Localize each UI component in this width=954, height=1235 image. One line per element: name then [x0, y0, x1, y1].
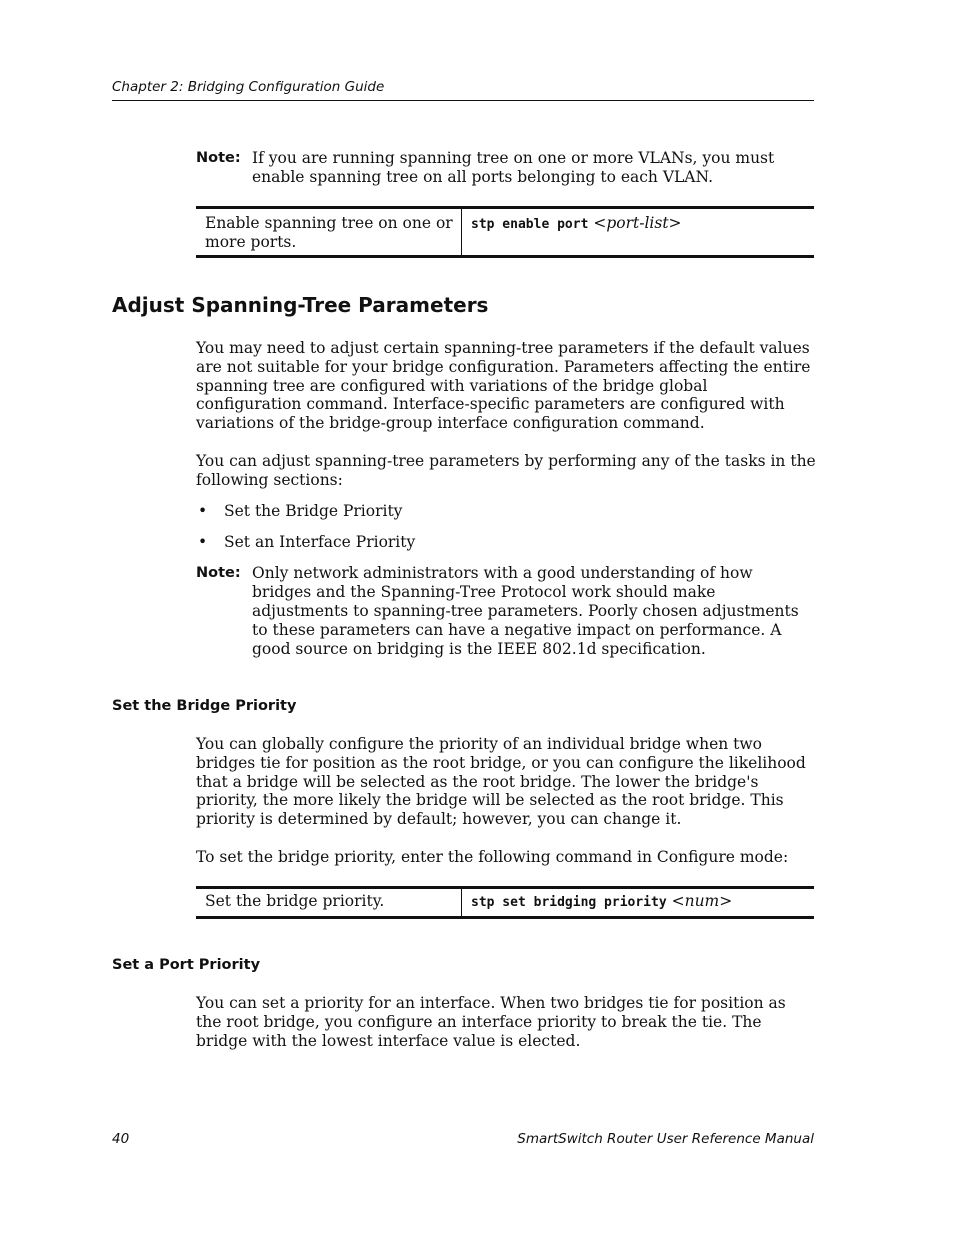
- list-item: [196, 502, 402, 521]
- command-keyword: stp set bridging priority: [471, 895, 667, 910]
- section-paragraph-1: You may need to adjust certain spanning-tree parameters if the default values are not suitable for your bridge configuration. Parameters affecting the entire spanning tree are configured with variations of the bridge global configuration command. Interface-specific parameters are configured with variations of the bridge-group interface configuration command.: [196, 339, 811, 433]
- note-text: If you are running spanning tree on one or more VLANs, you must enable spanning tree on all ports belonging to each VLAN.: [252, 149, 775, 186]
- bridge-priority-paragraph-1: You can globally configure the priority of an individual bridge when two bridges tie for position as the root bridge, or you can configure the likelihood that a bridge will be selected as the root bridge. The lower the bridge's priority, the more likely the bridge will be selected as the root bridge. This priority is determined by default; however, you can change it.: [196, 735, 806, 829]
- note-administrators: [196, 564, 816, 659]
- bullet-icon: •: [198, 533, 208, 551]
- command-table-bridging-priority: [196, 886, 814, 919]
- command-argument: <num>: [671, 892, 733, 910]
- subsection-title-port-priority: Set a Port Priority: [112, 957, 261, 973]
- port-priority-paragraph-1: You can set a priority for an interface. When two bridges tie for position as the root bridge, you configure an interface priority to break the tie. The bridge with the lowest interface value is elected.: [196, 994, 786, 1050]
- note-label: Note:: [196, 565, 241, 581]
- list-item-text: Set the Bridge Priority: [224, 502, 403, 520]
- running-header: Chapter 2: Bridging Configuration Guide: [112, 79, 814, 101]
- footer-manual-title: SmartSwitch Router User Reference Manual: [517, 1131, 814, 1147]
- command-table-stp-enable: [196, 206, 814, 258]
- command-syntax: [462, 209, 814, 255]
- section-title: Adjust Spanning-Tree Parameters: [112, 293, 489, 317]
- note-text: Only network administrators with a good understanding of how bridges and the Spanning-Tree Protocol work should make adjustments to spanning-tree parameters. Poorly chosen adjustments to these parameters can have a negative impact on performance. A good source on bridging is the IEEE 802.1d specification.: [252, 564, 799, 658]
- bullet-icon: •: [198, 502, 208, 520]
- subsection-title-bridge-priority: Set the Bridge Priority: [112, 698, 297, 714]
- command-argument: <port-list>: [593, 214, 682, 232]
- list-item: [196, 533, 415, 552]
- bridge-priority-paragraph-2: To set the bridge priority, enter the following command in Configure mode:: [196, 848, 789, 866]
- command-keyword: stp enable port: [471, 217, 589, 232]
- command-description: Enable spanning tree on one or more ports.: [196, 209, 462, 255]
- note-vlan: [196, 149, 816, 187]
- note-label: Note:: [196, 150, 241, 166]
- section-paragraph-2: You can adjust spanning-tree parameters by performing any of the tasks in the following sections:: [196, 452, 816, 489]
- command-syntax: [462, 889, 814, 916]
- list-item-text: Set an Interface Priority: [224, 533, 416, 551]
- page-number: 40: [112, 1131, 130, 1147]
- command-description: Set the bridge priority.: [196, 889, 462, 916]
